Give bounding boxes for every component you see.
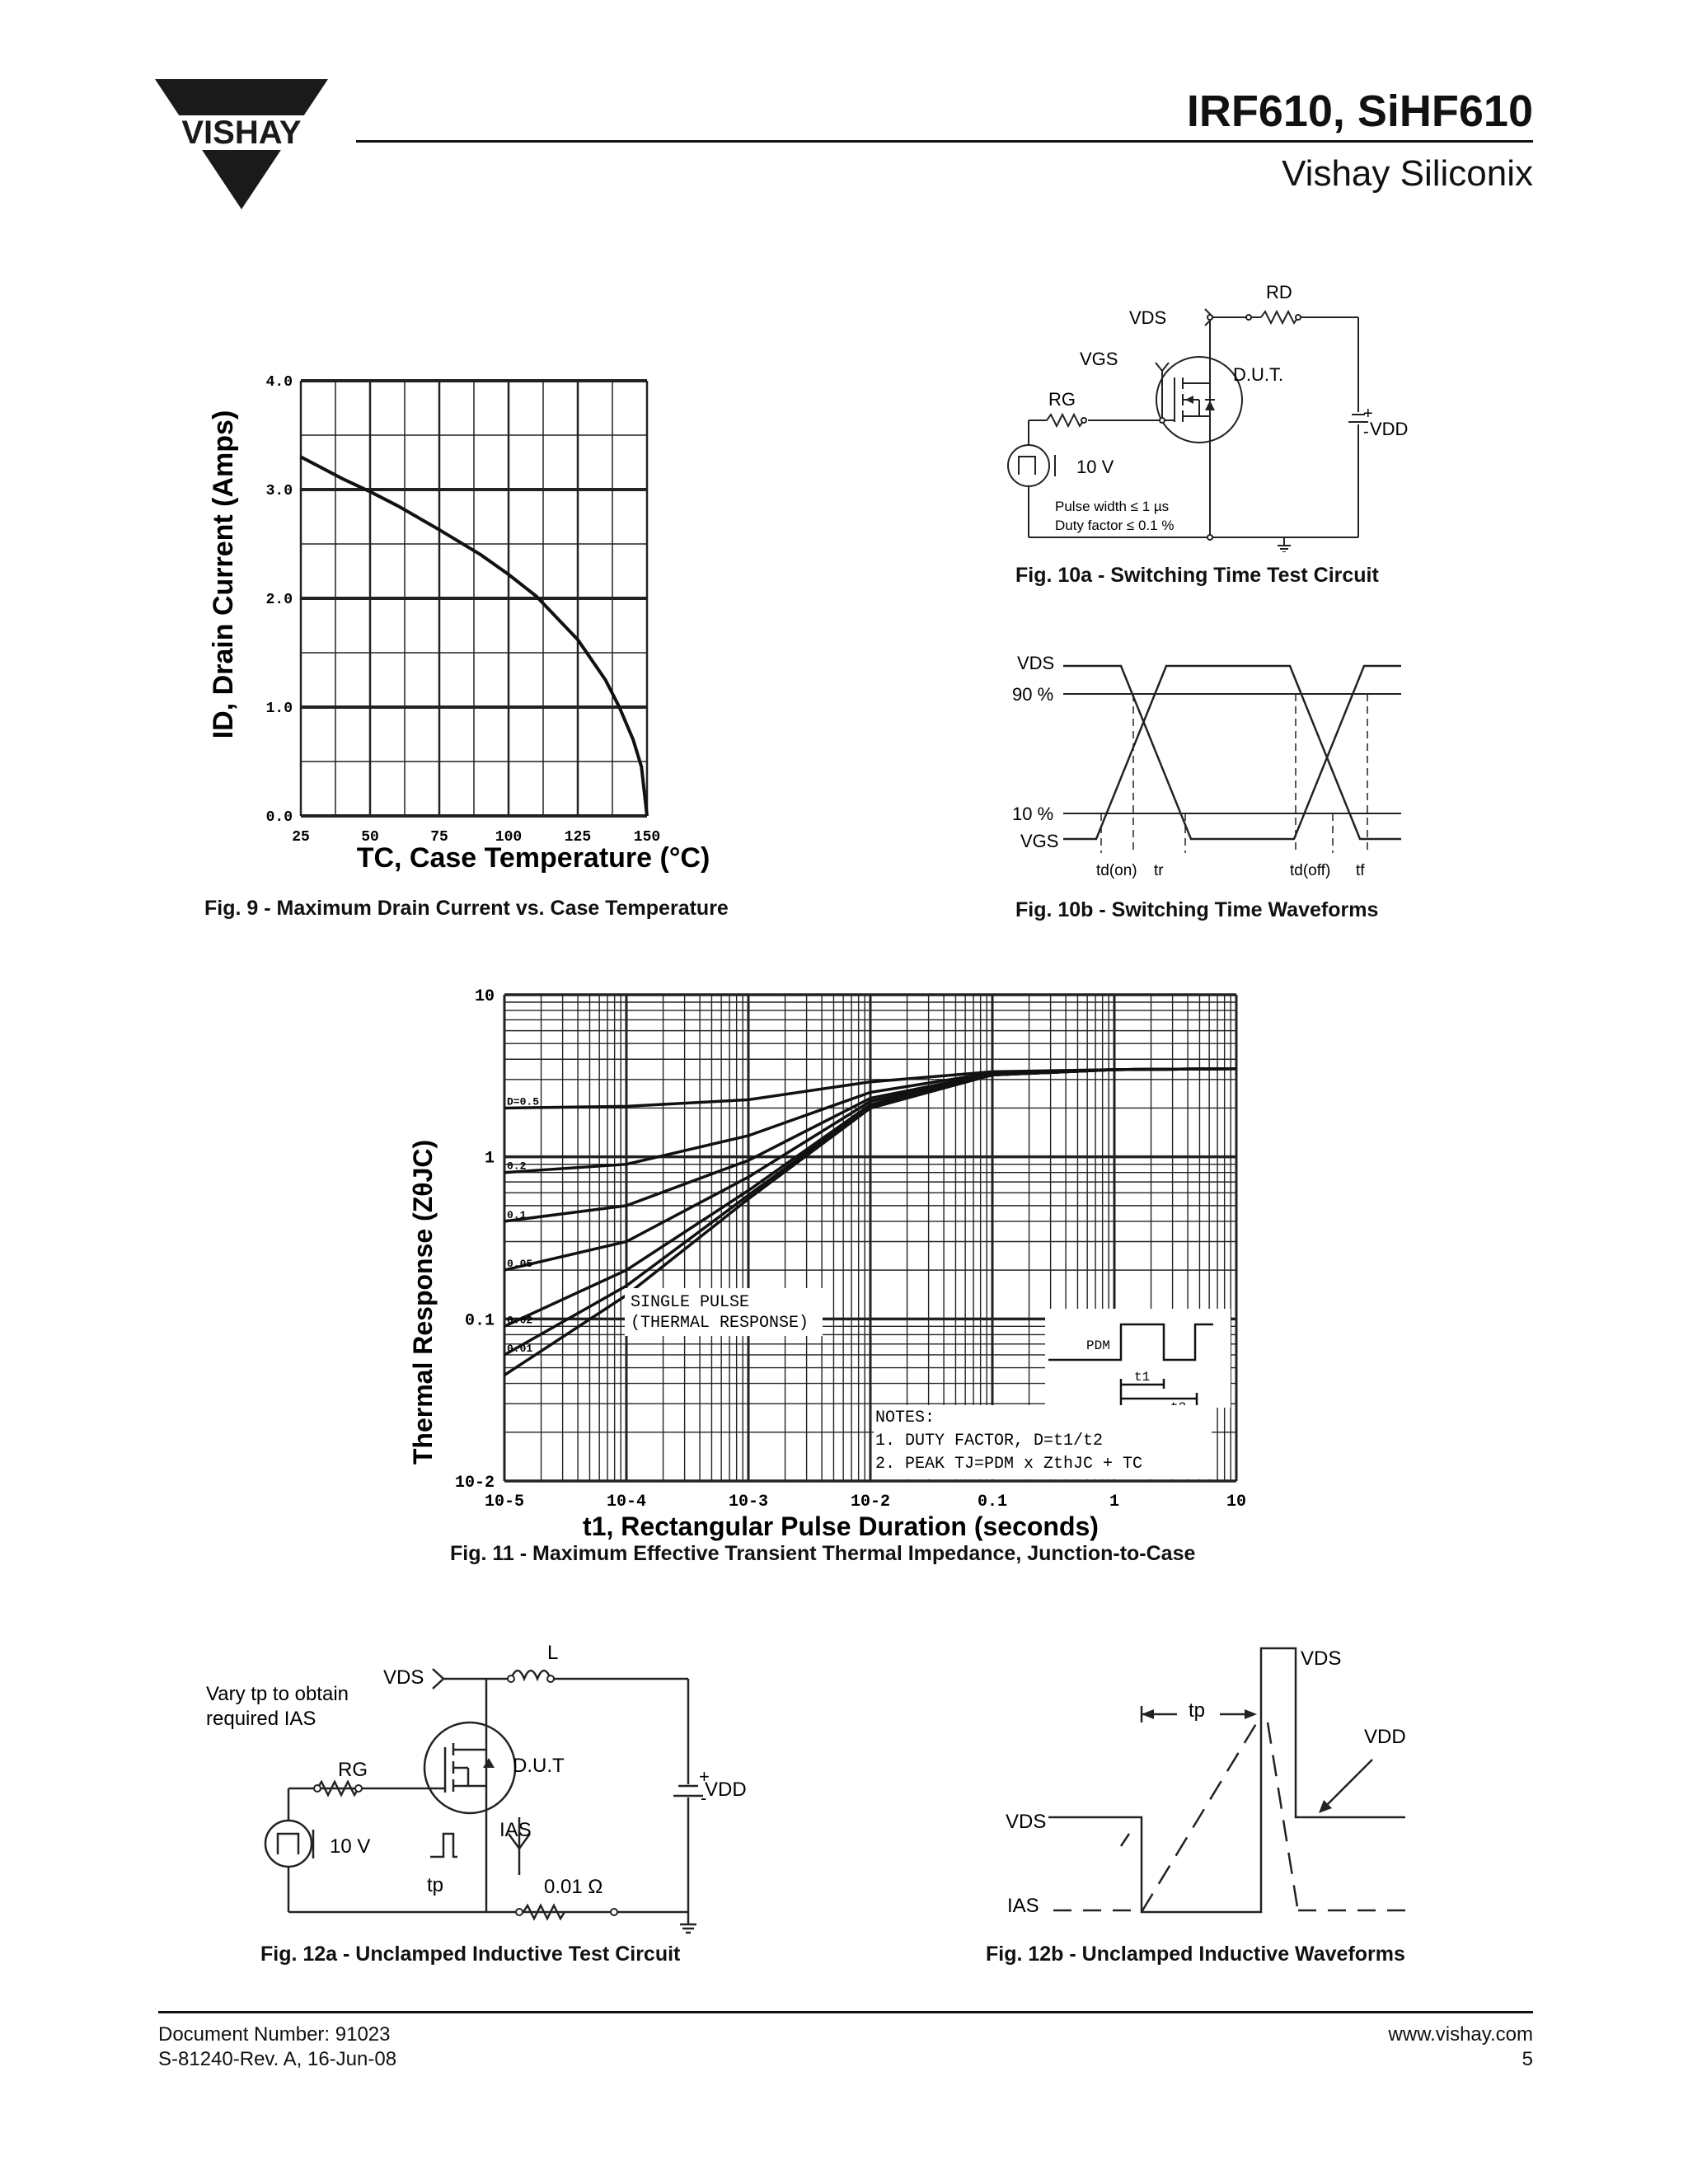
website-link[interactable]: www.vishay.com: [1388, 2023, 1533, 2046]
fig11-duty-label: D=0.5: [507, 1095, 540, 1108]
fig10a-caption: Fig. 10a - Switching Time Test Circuit: [1015, 564, 1379, 587]
fig12a-plus-sign: +: [699, 1766, 710, 1787]
fig12a-circuit: [206, 1636, 783, 1949]
fig11-caption: Fig. 11 - Maximum Effective Transient Thermal Impedance, Junction-to-Case: [450, 1542, 1196, 1565]
fig10b-tdon-label: td(on): [1096, 862, 1137, 879]
fig11-thermal-response-label: (THERMAL RESPONSE): [631, 1314, 809, 1333]
fig10a-minus-sign: -: [1363, 423, 1369, 441]
fig10a-rg-label: RG: [1048, 389, 1076, 410]
fig12b-vds-label: VDS: [1006, 1811, 1047, 1833]
vishay-logo-graphic: [155, 76, 328, 216]
fig11-x-tick-label: 10-3: [728, 1493, 769, 1511]
fig9-ticks: [266, 374, 661, 846]
fig11-t1-label: t1: [1134, 1370, 1151, 1385]
fig10b-tr-label: tr: [1154, 862, 1164, 879]
fig11-y-tick-label: 10-2: [454, 1474, 495, 1493]
fig10a-circuit: [989, 280, 1451, 552]
fig12a-ias-label: IAS: [499, 1819, 532, 1841]
fig11-notes-title: NOTES:: [875, 1408, 935, 1427]
fig12a-vary-line2: required IAS: [206, 1708, 316, 1730]
footer-left: [158, 2022, 396, 2072]
fig11-x-tick-label: 10-5: [484, 1493, 525, 1511]
fig9-x-tick-label: 100: [495, 829, 523, 846]
fig12a-vary-line1: Vary tp to obtain: [206, 1683, 349, 1705]
fig9-x-tick-label: 125: [564, 829, 592, 846]
fig9-y-tick-label: 2.0: [265, 592, 293, 608]
brand-text: VISHAY: [181, 115, 302, 151]
fig9-caption: Fig. 9 - Maximum Drain Current vs. Case Temperature: [204, 897, 729, 920]
fig9-x-tick-label: 25: [292, 829, 310, 846]
fig9-y-tick-label: 3.0: [265, 483, 293, 499]
fig10b-vds-label: VDS: [1017, 653, 1055, 673]
fig10b-tdoff-label: td(off): [1290, 862, 1331, 879]
fig12b-vdd-label: VDD: [1364, 1726, 1406, 1748]
fig12b-vds-top-label: VDS: [1301, 1647, 1342, 1670]
fig11-x-tick-label: 0.1: [977, 1493, 1008, 1511]
fig10b-90-label: 90 %: [1012, 684, 1054, 705]
fig11-x-axis-label: t1, Rectangular Pulse Duration (seconds): [583, 1511, 1099, 1541]
fig10a-rd-label: RD: [1266, 282, 1292, 302]
fig11-x-tick-label: 10: [1226, 1493, 1247, 1511]
fig9-y-axis-label: ID, Drain Current (Amps): [208, 410, 239, 739]
fig9-chart: [198, 330, 791, 890]
vishay-logo: [155, 76, 328, 216]
document-number: Document Number: 91023: [158, 2023, 391, 2046]
fig11-x-tick-label: 10-4: [606, 1493, 647, 1511]
fig11-chart: [404, 977, 1261, 1545]
fig12a-r001-label: 0.01 Ω: [544, 1876, 603, 1898]
fig12a-l-label: L: [547, 1642, 559, 1664]
part-number-title: IRF610, SiHF610: [1186, 87, 1533, 136]
fig11-note1: 1. DUTY FACTOR, D=t1/t2: [875, 1432, 1104, 1451]
fig11-note2: 2. PEAK TJ=PDM x ZthJC + TC: [875, 1455, 1143, 1474]
fig11-x-tick-label: 1: [1109, 1493, 1120, 1511]
fig12a-dut-label: D.U.T: [513, 1755, 565, 1777]
fig11-duty-label: 0.01: [507, 1342, 533, 1355]
fig11-y-tick-label: 1: [484, 1149, 495, 1169]
fig9-x-tick-label: 150: [633, 829, 661, 846]
fig12a-tp-label: tp: [427, 1874, 444, 1896]
fig10b-tf-label: tf: [1356, 862, 1365, 879]
fig11-y-axis-label: Thermal Response (ZθJC): [408, 1139, 438, 1465]
fig11-duty-label: 0.05: [507, 1258, 533, 1271]
fig11-y-tick-label: 10: [474, 987, 495, 1006]
fig10a-plus-sign: +: [1363, 405, 1373, 423]
fig10a-duty-factor: Duty factor ≤ 0.1 %: [1055, 518, 1175, 533]
fig11-pdm-label: PDM: [1086, 1338, 1110, 1353]
fig12b-tp-label: tp: [1189, 1699, 1206, 1722]
fig12b-ias-label: IAS: [1007, 1895, 1039, 1917]
fig11-duty-label: 0.02: [507, 1314, 533, 1327]
fig10b-vgs-label: VGS: [1020, 831, 1059, 851]
fig10b-caption: Fig. 10b - Switching Time Waveforms: [1015, 898, 1379, 921]
fig9-grid: [301, 381, 647, 816]
revision: S-81240-Rev. A, 16-Jun-08: [158, 2048, 397, 2070]
fig9-y-tick-label: 4.0: [265, 374, 293, 391]
fig11-duty-label: 0.1: [507, 1208, 527, 1221]
fig12a-vds-label: VDS: [383, 1666, 424, 1689]
fig11-single-pulse-label: SINGLE PULSE: [631, 1293, 750, 1312]
fig11-duty-labels: [507, 1095, 539, 1354]
fig10b-10-label: 10 %: [1012, 804, 1054, 824]
fig10a-dut-label: D.U.T.: [1233, 364, 1284, 385]
header-rule: [356, 140, 1533, 143]
fig9-y-tick-label: 0.0: [265, 809, 293, 826]
fig12b-waveforms: [997, 1640, 1442, 1937]
fig10a-vdd-label: VDD: [1370, 419, 1409, 439]
page-number: 5: [1522, 2048, 1533, 2070]
fig12b-caption: Fig. 12b - Unclamped Inductive Waveforms: [986, 1943, 1405, 1966]
fig12a-minus-sign: -: [701, 1788, 707, 1808]
footer-rule: [158, 2011, 1533, 2013]
fig12a-rg-label: RG: [338, 1759, 368, 1781]
fig12a-vdd-label: VDD: [705, 1779, 747, 1801]
fig10a-vds-label: VDS: [1129, 307, 1167, 328]
fig12a-caption: Fig. 12a - Unclamped Inductive Test Circuit: [260, 1943, 681, 1966]
fig11-x-tick-label: 10-2: [850, 1493, 891, 1511]
fig10a-vgs-label: VGS: [1080, 349, 1118, 369]
fig9-x-tick-label: 50: [361, 829, 379, 846]
fig9-y-tick-label: 1.0: [265, 701, 293, 717]
fig11-duty-label: 0.2: [507, 1160, 527, 1173]
division-subtitle: Vishay Siliconix: [1282, 153, 1533, 194]
fig10b-waveforms: [1006, 651, 1434, 890]
fig9-x-tick-label: 75: [430, 829, 448, 846]
fig9-x-axis-label: TC, Case Temperature (°C): [356, 842, 710, 874]
fig11-y-tick-label: 0.1: [464, 1311, 495, 1331]
footer-right: [1388, 2022, 1533, 2072]
fig10a-source-voltage: 10 V: [1076, 457, 1114, 477]
fig12a-10v-label: 10 V: [330, 1835, 371, 1858]
fig10a-pulse-width: Pulse width ≤ 1 µs: [1055, 499, 1170, 514]
